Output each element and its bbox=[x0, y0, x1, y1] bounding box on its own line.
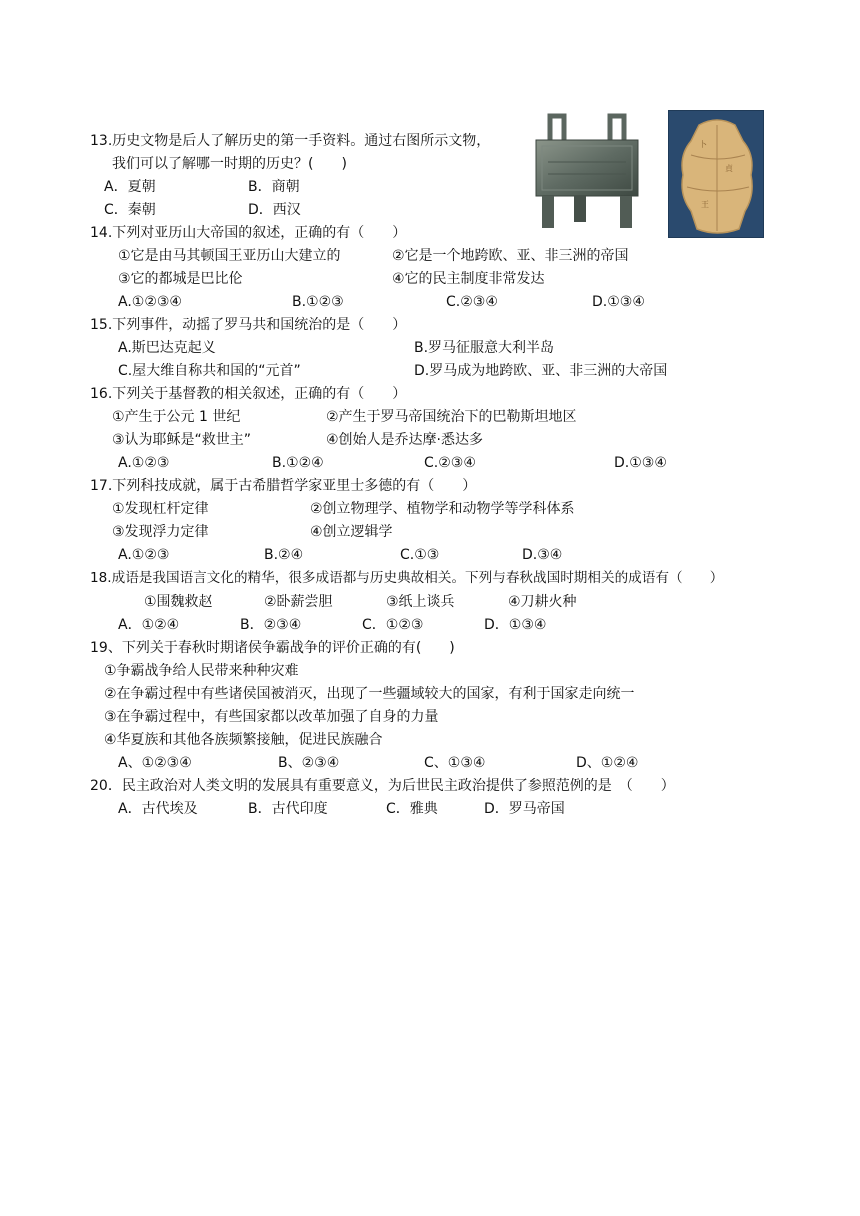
q19-option-a: A、①②③④ bbox=[118, 755, 192, 771]
q18-option-d: D．①③④ bbox=[484, 617, 547, 633]
q19-option-c: C、①③④ bbox=[424, 755, 486, 771]
q13-stem-line1: 13.历史文物是后人了解历史的第一手资料。通过右图所示文物， bbox=[90, 133, 491, 149]
q18-option-c: C．①②③ bbox=[362, 617, 424, 633]
q20-option-d: D．罗马帝国 bbox=[484, 801, 565, 817]
oracle-bone-image bbox=[668, 110, 764, 238]
q16-stem: 16.下列关于基督教的相关叙述，正确的有（ ） bbox=[90, 386, 407, 402]
q18-statement-3: ③纸上谈兵 bbox=[386, 594, 455, 610]
q15-stem: 15.下列事件，动摇了罗马共和国统治的是（ ） bbox=[90, 317, 407, 333]
q14-statement-2: ②它是一个地跨欧、亚、非三洲的帝国 bbox=[392, 248, 629, 264]
q19-option-b: B、②③④ bbox=[278, 755, 340, 771]
q20-option-a: A．古代埃及 bbox=[118, 801, 198, 817]
svg-text:貞: 貞 bbox=[725, 164, 733, 173]
q17-statement-2: ②创立物理学、植物学和动物学等学科体系 bbox=[310, 501, 575, 517]
q18-option-b: B．②③④ bbox=[240, 617, 302, 633]
q15-option-b: B.罗马征服意大利半岛 bbox=[414, 340, 555, 356]
q19-option-d: D、①②④ bbox=[576, 755, 639, 771]
q20-option-b: B．古代印度 bbox=[248, 801, 328, 817]
q16-option-a: A.①②③ bbox=[118, 455, 170, 471]
q14-statement-1: ①它是由马其顿国王亚历山大建立的 bbox=[118, 248, 341, 264]
q16-statement-2: ②产生于罗马帝国统治下的巴勒斯坦地区 bbox=[326, 409, 577, 425]
q14-stem: 14.下列对亚历山大帝国的叙述，正确的有（ ） bbox=[90, 225, 407, 241]
oracle-bone-icon bbox=[669, 111, 764, 238]
q17-statement-3: ③发现浮力定律 bbox=[112, 524, 209, 540]
q16-statement-4: ④创始人是乔达摩·悉达多 bbox=[326, 432, 484, 448]
q20-option-c: C．雅典 bbox=[386, 801, 438, 817]
q16-option-b: B.①②④ bbox=[272, 455, 324, 471]
bronze-ding-image bbox=[528, 112, 646, 230]
q16-option-c: C.②③④ bbox=[424, 455, 476, 471]
q17-option-b: B.②④ bbox=[264, 547, 304, 563]
q13-stem-line2: 我们可以了解哪一时期的历史？( ) bbox=[112, 156, 347, 172]
q17-stem: 17.下列科技成就，属于古希腊哲学家亚里士多德的有（ ） bbox=[90, 478, 477, 494]
q14-statement-3: ③它的都城是巴比伦 bbox=[118, 271, 243, 287]
q19-statement-2: ②在争霸过程中有些诸侯国被消灭，出现了一些疆域较大的国家，有利于国家走向统一 bbox=[104, 686, 635, 702]
q19-statement-4: ④华夏族和其他各族频繁接触，促进民族融合 bbox=[104, 732, 383, 748]
q18-statement-2: ②卧薪尝胆 bbox=[264, 594, 333, 610]
q19-stem: 19、下列关于春秋时期诸侯争霸战争的评价正确的有( ) bbox=[90, 640, 455, 656]
q13-option-c: C．秦朝 bbox=[104, 202, 156, 218]
q14-option-a: A.①②③④ bbox=[118, 294, 182, 310]
q13-option-b: B．商朝 bbox=[248, 179, 300, 195]
q16-statement-1: ①产生于公元 1 世纪 bbox=[112, 409, 241, 425]
q18-statement-4: ④刀耕火种 bbox=[508, 594, 577, 610]
q18-statement-1: ①围魏救赵 bbox=[144, 594, 213, 610]
bronze-ding-icon bbox=[528, 112, 646, 230]
q16-statement-3: ③认为耶稣是“救世主” bbox=[112, 432, 252, 448]
svg-text:王: 王 bbox=[701, 200, 709, 209]
q19-statement-3: ③在争霸过程中，有些国家都以改革加强了自身的力量 bbox=[104, 709, 439, 725]
q13-option-a: A．夏朝 bbox=[104, 179, 156, 195]
q19-statement-1: ①争霸战争给人民带来种种灾难 bbox=[104, 663, 299, 679]
q14-statement-4: ④它的民主制度非常发达 bbox=[392, 271, 545, 287]
q15-option-c: C.屋大维自称共和国的“元首” bbox=[118, 363, 301, 379]
q16-option-d: D.①③④ bbox=[614, 455, 667, 471]
q15-option-a: A.斯巴达克起义 bbox=[118, 340, 216, 356]
q17-option-c: C.①③ bbox=[400, 547, 440, 563]
q14-option-c: C.②③④ bbox=[446, 294, 498, 310]
svg-text:卜: 卜 bbox=[699, 140, 707, 149]
q14-option-d: D.①③④ bbox=[592, 294, 645, 310]
q15-option-d: D.罗马成为地跨欧、亚、非三洲的大帝国 bbox=[414, 363, 668, 379]
q17-option-a: A.①②③ bbox=[118, 547, 170, 563]
q18-option-a: A．①②④ bbox=[118, 617, 180, 633]
q17-statement-1: ①发现杠杆定律 bbox=[112, 501, 209, 517]
q14-option-b: B.①②③ bbox=[292, 294, 344, 310]
q17-statement-4: ④创立逻辑学 bbox=[310, 524, 393, 540]
q18-stem: 18.成语是我国语言文化的精华，很多成语都与历史典故相关。下列与春秋战国时期相关的成语有（ ） bbox=[90, 570, 724, 586]
q20-stem: 20．民主政治对人类文明的发展具有重要意义，为后世民主政治提供了参照范例的是 （ ） bbox=[90, 778, 675, 794]
q13-option-d: D．西汉 bbox=[248, 202, 301, 218]
q17-option-d: D.③④ bbox=[522, 547, 563, 563]
